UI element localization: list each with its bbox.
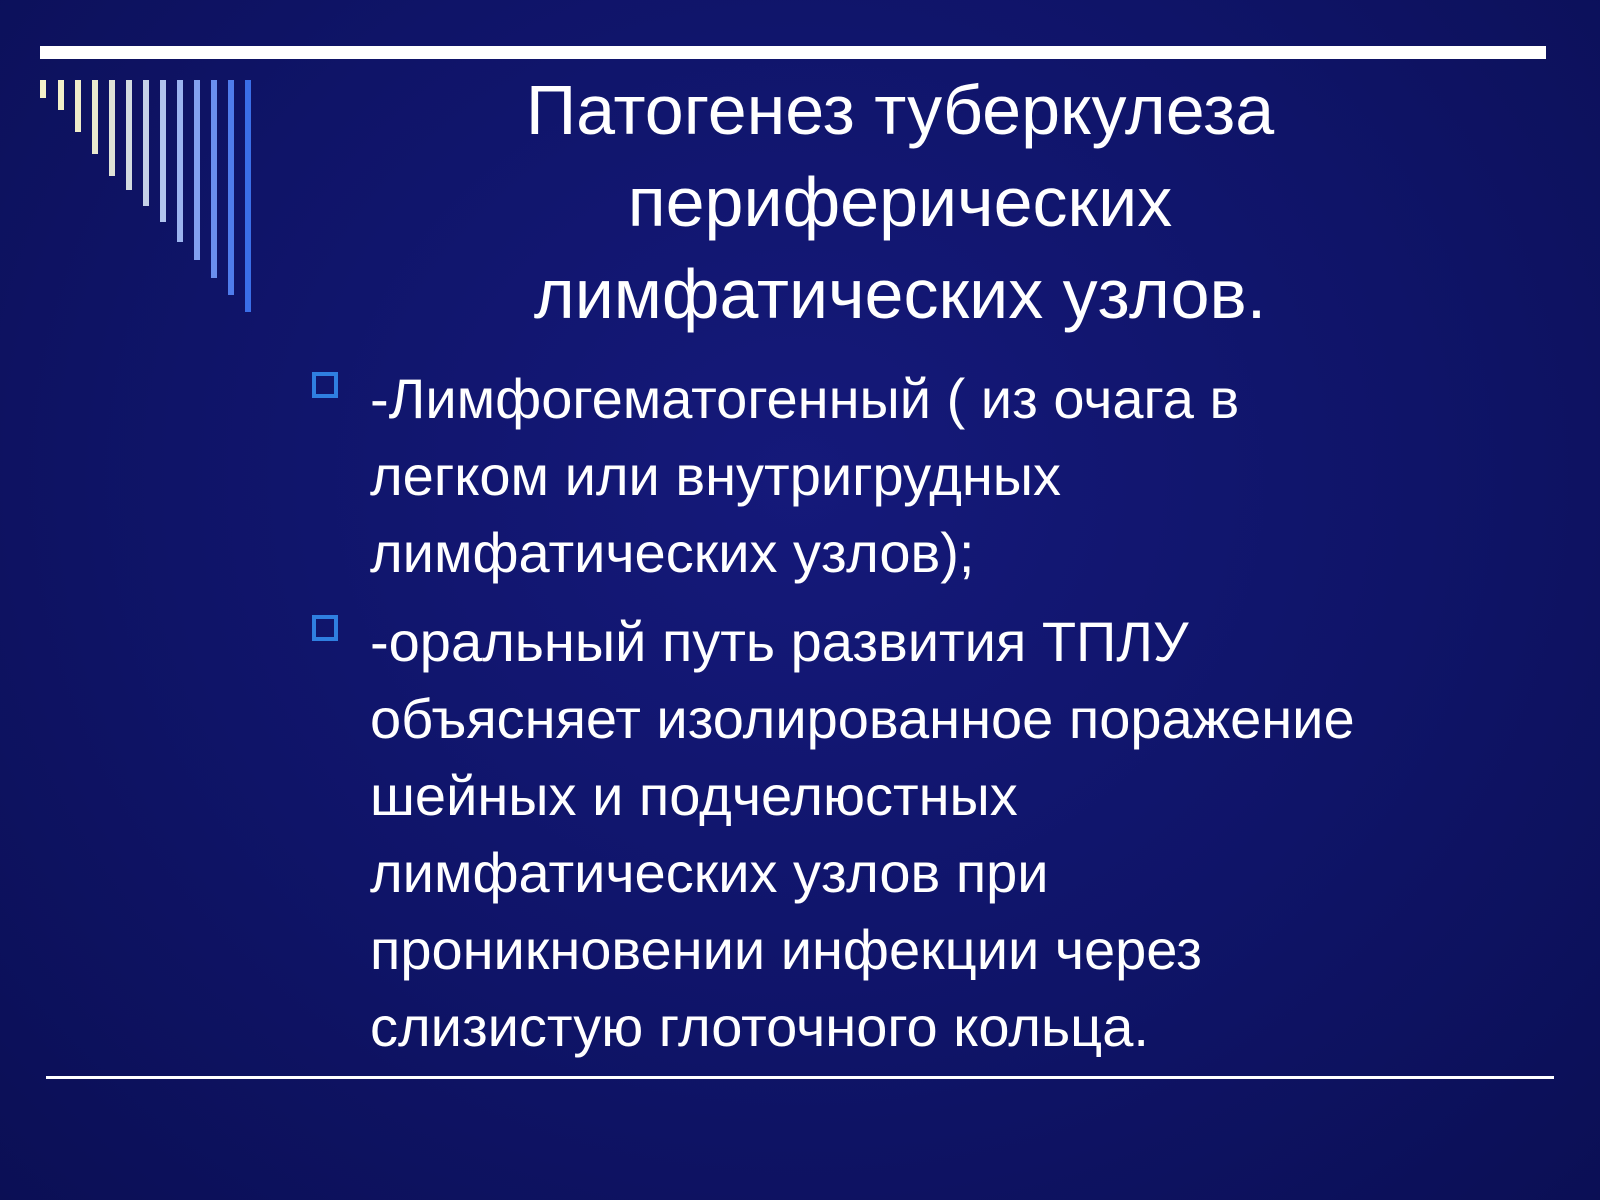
hollow-square-icon — [312, 372, 338, 398]
title-line: периферических — [627, 163, 1173, 241]
bullet-line: -оральный путь развития ТПЛУ — [370, 610, 1189, 673]
bullet-text — [370, 360, 1512, 591]
bullet-list — [312, 360, 1512, 1077]
bullet-line: объясняет изолированное поражение — [370, 687, 1355, 750]
bullet-line: лимфатических узлов); — [370, 521, 975, 584]
bullet-line: лимфатических узлов при — [370, 841, 1049, 904]
bullet-line: шейных и подчелюстных — [370, 764, 1018, 827]
bullet-line: слизистую глоточного кольца. — [370, 995, 1149, 1058]
bullet-line: легком или внутригрудных — [370, 444, 1062, 507]
hollow-square-icon — [312, 615, 338, 641]
title-line: лимфатических узлов. — [533, 255, 1267, 333]
bottom-rule — [46, 1076, 1554, 1079]
bullet-text — [370, 603, 1512, 1065]
bullet-line: -Лимфогематогенный ( из очага в — [370, 367, 1240, 430]
slide-title — [400, 64, 1400, 340]
top-rule — [40, 46, 1546, 59]
title-line: Патогенез туберкулеза — [525, 71, 1275, 149]
decorative-stripes-icon — [38, 80, 268, 325]
bullet-line: проникновении инфекции через — [370, 918, 1202, 981]
bullet-item — [312, 603, 1512, 1065]
bullet-item — [312, 360, 1512, 591]
